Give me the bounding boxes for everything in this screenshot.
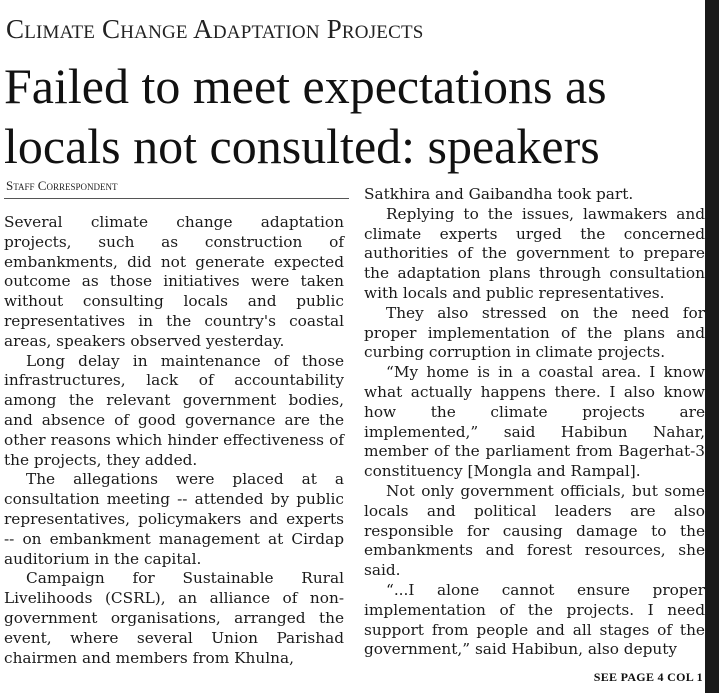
headline-line-2: locals not consulted: speakers	[4, 118, 600, 174]
article-column-2	[364, 185, 705, 660]
paragraph: Not only government officials, but some locals and political leaders are also responsible for causing damage to the embankments and forest resources, she said.	[364, 481, 705, 580]
paragraph: Campaign for Sustainable Rural Livelihoods (CSRL), an alliance of non-government organisations, arranged the event, where several Union Parishad chairmen and members from Khulna,	[4, 569, 344, 667]
paragraph: They also stressed on the need for proper implementation of the plans and curbing corruption in climate projects.	[364, 303, 705, 362]
headline	[4, 56, 704, 176]
paragraph: Several climate change adaptation projects, such as construction of embankments, did not generate expected outcome as those initiatives were taken without consulting locals and public representatives in the country's coastal areas, speakers observed yesterday.	[4, 213, 344, 350]
paragraph: The allegations were placed at a consultation meeting -- attended by public representatives, policymakers and experts -- on embankment management at Cirdap auditorium in the capital.	[4, 470, 344, 568]
scan-edge-border	[705, 0, 719, 693]
paragraph: Long delay in maintenance of those infrastructures, lack of accountability among the relevant government bodies, and absence of good governance are the other reasons which hinder effectiveness of the projects, they added.	[4, 351, 344, 469]
headline-line-1: Failed to meet expectations as	[4, 58, 607, 114]
article-column-1	[4, 213, 344, 668]
section-kicker: Climate Change Adaptation Projects	[6, 14, 424, 44]
paragraph: “...I alone cannot ensure proper implementation of the projects. I need support from people and all stages of the government,” said Habibun, also deputy	[364, 580, 705, 659]
paragraph: Replying to the issues, lawmakers and climate experts urged the concerned authorities of the government to prepare the adaptation plans through consultation with locals and public representatives.	[364, 204, 705, 302]
paragraph: Satkhira and Gaibandha took part.	[364, 185, 634, 203]
byline: Staff Correspondent	[6, 178, 118, 193]
continuation-jump-line: SEE PAGE 4 COL 1	[593, 670, 703, 684]
paragraph: “My home is in a coastal area. I know what actually happens there. I also know how the climate projects are implemented,” said Habibun Nahar, member of the parliament from Bagerhat-3 constituency [Mongla and Rampal].	[364, 363, 705, 481]
byline-divider	[4, 198, 349, 199]
